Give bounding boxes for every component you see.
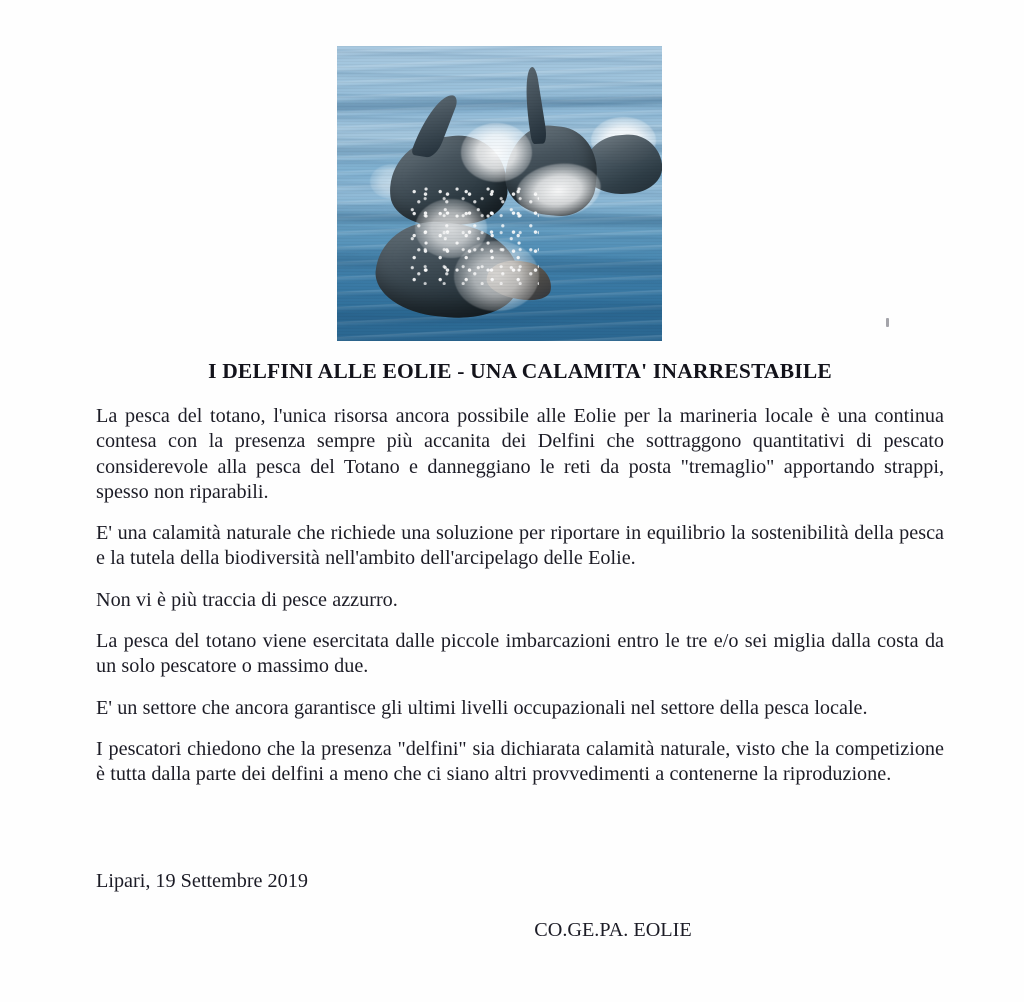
signature-line: CO.GE.PA. EOLIE [534,919,692,941]
paragraph: Non vi è più traccia di pesce azzurro. [96,588,398,611]
scan-artifact-speck [886,318,889,327]
paragraph: E' una calamità naturale che richiede una soluzione per riportare in equilibrio la sostenibilità della pesca e la tutela della biodiversità nell'ambito dell'arcipelago delle Eolie. [96,522,944,570]
page-title: I DELFINI ALLE EOLIE - UNA CALAMITA' INARRESTABILE [208,359,832,383]
dolphins-photo [337,46,662,341]
water-spray [409,185,539,285]
body-text [96,404,944,788]
paragraph: La pesca del totano, l'unica risorsa ancora possibile alle Eolie per la marineria locale è una continua contesa con la presenza sempre più accanita dei Delfini che sottraggono quantitativi di pescato considerevole alla pesca del Totano e danneggiano le reti da posta "tremaglio" apportando strappi, spesso non riparabili. [96,405,944,503]
paragraph: La pesca del totano viene esercitata dalle piccole imbarcazioni entro le tre e/o sei miglia dalla costa da un solo pescatore o massimo due. [96,630,944,678]
photo-canvas [337,46,662,341]
paragraph: I pescatori chiedono che la presenza "delfini" sia dichiarata calamità naturale, visto che la competizione è tutta dalla parte dei delfini a meno che ci siano altri provvedimenti a contenerne la riproduzione. [96,737,944,786]
date-line: Lipari, 19 Settembre 2019 [96,870,308,892]
foam-patch [461,123,533,182]
paragraph: E' un settore che ancora garantisce gli ultimi livelli occupazionali nel settore della pesca locale. [96,696,868,719]
